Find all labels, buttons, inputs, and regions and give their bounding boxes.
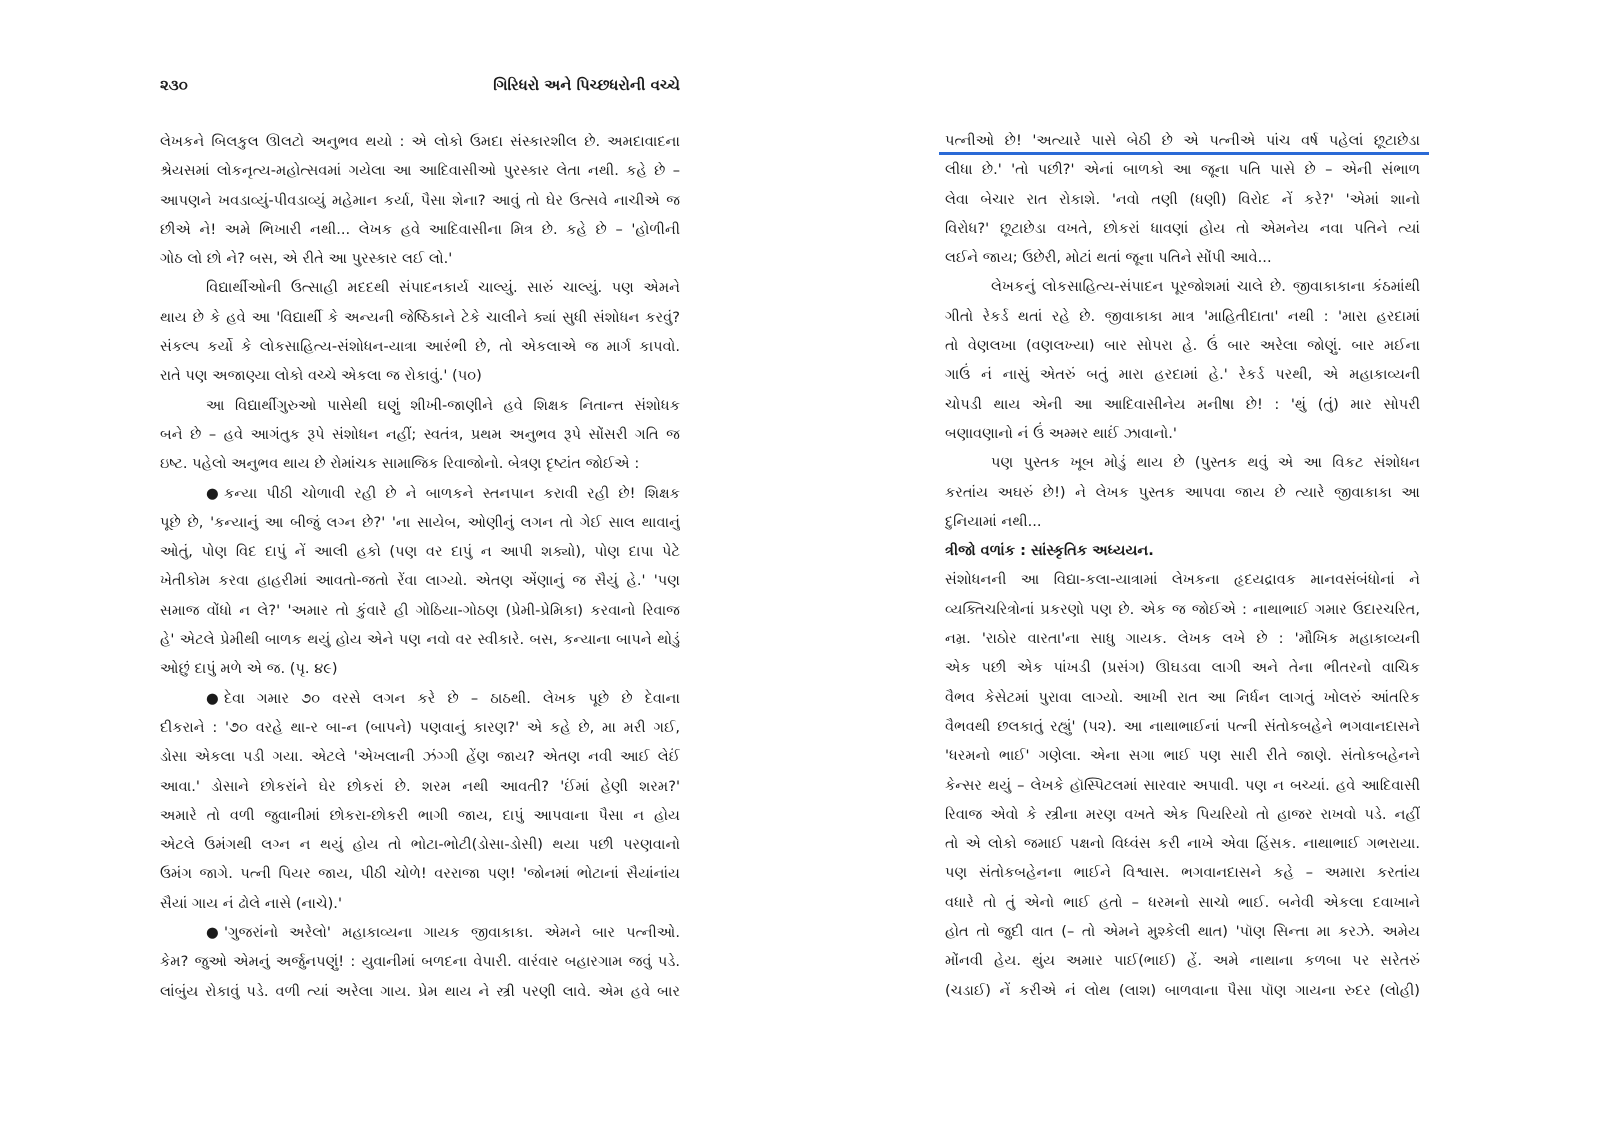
line-text: વધારે તો તું એનો ભાઈ હતો – ધરમનો સાચો ભાઈ. બનેવી એકલા દવાખાને <box>945 893 1420 911</box>
right-page <box>945 0 1420 1131</box>
line-text: વ્યક્તિચરિત્રોનાં પ્રકરણો પણ છે. એક જ જોઈએ : નાથાભાઈ ગમાર ઉદારચરિત, <box>945 600 1420 618</box>
text-line <box>160 859 680 888</box>
line-text: આ વિદ્યાર્થીગુરુઓ પાસેથી ઘણું શીખી-જાણીને હવે શિક્ષક નિતાન્ત સંશોધક <box>206 396 680 414</box>
text-line <box>160 947 680 976</box>
line-text: લેખકને બિલકુલ ઊલટો અનુભવ થયો : એ લોકો ઉમદા સંસ્કારશીલ છે. અમદાવાદના <box>160 133 680 150</box>
line-text: ગોઠ લો છો ને? બસ, એ રીતે આ પુરસ્કાર લઈ લો.' <box>160 250 453 268</box>
line-text: કરતાંય અઘરું છે!) ને લેખક પુસ્તક આપવા જાય છે ત્યારે જીવાકાકા આ <box>945 483 1420 501</box>
line-text: 'ગુજરાંનો અરેલો' મહાકાવ્યના ગાયક જીવાકાકા. એમને બાર પત્નીઓ. <box>224 924 680 942</box>
text-line <box>945 917 1420 946</box>
text-line <box>945 360 1420 389</box>
line-text: લેખકનું લોકસાહિત્ય-સંપાદન પૂરજોશમાં ચાલે છે. જીવાકાકાના કંઠમાંથી <box>991 278 1420 296</box>
left-page <box>160 0 680 1131</box>
line-text: વિરોધ?' છૂટાછેડા વખતે, છોકરાં ધાવણાં હોય તો એમનેય નવા પતિને ત્યાં <box>945 219 1420 237</box>
text-line <box>160 449 680 478</box>
text-line <box>945 302 1420 331</box>
text-line <box>160 889 680 918</box>
text-line <box>945 888 1420 917</box>
line-text: તો એ લોકો જમાઈ પક્ષનો વિધ્વંસ કરી નાખે એવા હિંસક. નાથાભાઈ ગભરાયા. <box>945 835 1420 853</box>
line-text: વૈભવ કેસેટમાં પુરાવા લાગ્યો. આખી રાત આ નિર્ધન લાગતું ખોલરું આંતરિક <box>945 688 1420 706</box>
text-line <box>160 596 680 625</box>
line-text: અમારે તો વળી જુવાનીમાં છોકરા-છોકરી ભાગી જાય, દાપું આપવાના પૈસા ન હોય <box>160 806 680 824</box>
text-line <box>945 595 1420 624</box>
line-text: કેમ? જુઓ એમનું અર્જુનપણું! : યુવાનીમાં બળદના વેપારી. વારંવાર બહારગામ જવું પડે. <box>160 953 680 971</box>
line-text: મોંનવી હેય. થુંય અમાર પાઈ(ભાઈ) હેં. અમે નાથાના કળબા પર સરેતરું <box>945 952 1420 970</box>
text-line <box>160 391 680 420</box>
page-header <box>160 76 680 102</box>
text-line <box>160 566 680 595</box>
text-line <box>160 801 680 830</box>
text-line <box>945 448 1420 477</box>
text-line <box>945 507 1420 536</box>
text-line <box>160 508 680 537</box>
text-line <box>945 419 1420 448</box>
line-text: રાતે પણ અજાણ્યા લોકો વચ્ચે એકલા જ રોકાવું.' (૫૦) <box>160 367 482 385</box>
text-line <box>945 976 1420 1005</box>
bullet-icon: ● <box>206 924 219 942</box>
text-line <box>945 185 1420 214</box>
line-text: સંશોધનની આ વિદ્યા-કલા-યાત્રામાં લેખકના હૃદયદ્રાવક માનવસંબંધોનાં ને <box>945 571 1420 589</box>
line-text: પૂછે છે, 'કન્યાનું આ બીજું લગ્ન છે?' 'ના સાયેબ, ઓણીનું લગન તો ગેઈ સાલ થાવાનું <box>160 513 680 531</box>
line-text: રિવાજ એવો કે સ્ત્રીના મરણ વખતે એક પિયરિયો તો હાજર રાખવો પડે. નહીં <box>945 805 1420 823</box>
text-line <box>160 273 680 302</box>
line-text: બને છે – હવે આગંતુક રૂપે સંશોધન નહીં; સ્વતંત્ર, પ્રથમ અનુભવ રૂપે સોંસરી ગતિ જ <box>160 425 680 443</box>
text-line <box>945 243 1420 272</box>
page-number: ૨૩૦ <box>160 76 188 94</box>
text-line <box>160 977 680 1006</box>
line-text: (ચડાઈ) નેં કરીએ નં લોથ (લાશ) બાળવાના પૈસા પૉણ ગાયના રુદર (લોહી) <box>945 981 1420 999</box>
text-line <box>945 272 1420 301</box>
line-text: ઇષ્ટ. પહેલો અનુભવ થાય છે રોમાંચક સામાજિક રિવાજોનો. બેત્રણ દૃષ્ટાંત જોઈએ : <box>160 455 640 473</box>
line-text: વિદ્યાર્થીઓની ઉત્સાહી મદદથી સંપાદનકાર્ય ચાલ્યું. સારું ચાલ્યું. પણ એમને <box>206 279 680 297</box>
text-line <box>160 830 680 859</box>
text-line <box>945 653 1420 682</box>
line-text: તો વેણલખા (વણલખ્યા) બાર સોપરા હે. ઉં બાર અરેલા જોણું. બાર મઈના <box>945 337 1420 355</box>
line-text: દેવા ગમાર ૭૦ વરસે લગન કરે છે – ઠાઠથી. લેખક પૂછે છે દેવાના <box>224 689 680 707</box>
line-text: ડોસા એકલા પડી ગયા. એટલે 'એખલાની ઝંગ્ગી હેંણ જાય? એતણ નવી આઈ લેઈં <box>160 748 680 766</box>
text-line <box>945 712 1420 741</box>
line-text: પત્નીઓ છે! 'અત્યારે પાસે બેઠી છે એ પત્નીએ પાંચ વર્ષ પહેલાં છૂટાછેડા <box>945 132 1420 149</box>
line-text: પણ સંતોકબહેનના ભાઈને વિશ્વાસ. ભગવાનદાસને કહે – અમારા કરતાંય <box>945 864 1420 882</box>
text-line <box>945 946 1420 975</box>
text-line <box>160 625 680 654</box>
line-text: ઓછું દાપું મળે એ જ. (પૃ. ૪૯) <box>160 660 338 678</box>
line-text: એક પછી એક પાંખડી (પ્રસંગ) ઊઘડવા લાગી અને તેના ભીતરનો વાચિક <box>945 659 1420 677</box>
line-text: લીધા છે.' 'તો પછી?' એનાં બાળકો આ જૂના પતિ પાસે છે – એની સંભાળ <box>945 161 1420 179</box>
text-line <box>160 156 680 185</box>
text-line <box>945 858 1420 887</box>
text-line <box>945 683 1420 712</box>
line-text: ગાઉં નં નાસું એતરું બતું મારા હરદામાં હે.' રેકર્ડ પરથી, એ મહાકાવ્યની <box>945 366 1420 384</box>
section-heading <box>945 536 1420 565</box>
text-line <box>160 244 680 273</box>
line-text: લાંબુંય રોકાવું પડે. વળી ત્યાં અરેલા ગાય. પ્રેમ થાય ને સ્ત્રી પરણી લાવે. એમ હવે બાર <box>160 982 680 1000</box>
bullet-icon: ● <box>206 484 219 502</box>
selection-underline <box>939 152 1429 155</box>
line-text: હોત તો જુદી વાત (– તો એમને મુશ્કેલી થાત) 'પૉણ સિન્તા મા કરઝે. અમેય <box>945 923 1420 941</box>
line-text: ખેતીકોમ કરવા હાહરીમાં આવતો-જતો રેંવા લાગ્યો. એતણ એંણાનું જ સૈયું હે.' 'પણ <box>160 572 680 590</box>
text-line <box>945 624 1420 653</box>
text-line <box>160 479 680 508</box>
text-line <box>160 186 680 215</box>
line-text: ઓતું, પોણ વિદ દાપું નેં આલી હકો (પણ વર દાપું ન આપી શક્યો), પોણ દાપા પેટે <box>160 543 680 561</box>
line-text: થાય છે કે હવે આ 'વિદ્યાર્થી કે અન્યની જેષ્ઠિકાને ટેકે ચાલીને ક્યાં સુધી સંશોધન કરવું? <box>160 308 680 326</box>
line-text: ગીતો રેકર્ડ થતાં રહે છે. જીવાકાકા માત્ર 'માહિતીદાતા' નથી : 'મારા હરદામાં <box>945 307 1420 325</box>
text-line <box>160 215 680 244</box>
bullet-icon: ● <box>206 689 219 707</box>
text-line <box>160 713 680 742</box>
line-text: દીકરાને : '૭૦ વરહે થા-ર બા-ન (બાપને) પણવાનું કારણ?' એ કહે છે, મા મરી ગઈ, <box>160 718 680 736</box>
text-line <box>945 829 1420 858</box>
text-line <box>160 332 680 361</box>
text-line <box>160 127 680 156</box>
line-text: દુનિયામાં નથી... <box>945 512 1042 530</box>
line-text: નમ્ર. 'રાઠોર વારતા'ના સાધુ ગાયક. લેખક લખે છે : 'મૌખિક મહાકાવ્યની <box>945 630 1420 648</box>
line-text: છીએ ને! અમે ભિખારી નથી... લેખક હવે આદિવાસીના મિત્ર છે. કહે છે – 'હોળીની <box>160 220 680 238</box>
line-text: લેવા બેચાર રાત રોકાશે. 'નવો તણી (ધણી) વિરોદ નેં કરે?' 'એમાં શાનો <box>945 190 1420 208</box>
line-text: કેન્સર થયું – લેખકે હૉસ્પિટલમાં સારવાર અપાવી. પણ ન બચ્યાં. હવે આદિવાસી <box>945 776 1420 794</box>
line-text: શ્રેયસમાં લોકનૃત્ય-મહોત્સવમાં ગયેલા આ આદિવાસીઓ પુરસ્કાર લેતા નથી. કહે છે – <box>160 162 680 180</box>
line-text: બણાવણાનો નં ઉં અમ્મર થાઈં ઝાવાનો.' <box>945 424 1177 442</box>
text-line <box>945 800 1420 829</box>
text-line <box>945 478 1420 507</box>
text-line <box>945 390 1420 419</box>
line-text: આવા.' ડોસાને છોકરાંને ઘેર છોકરાં છે. શરમ નથી આવતી? 'ઈંમાં હેણી શરમ?' <box>160 777 680 795</box>
left-page-body <box>160 127 680 1006</box>
line-text: સૈયાં ગાય નં ઢોલે નાસે (નાચે).' <box>160 894 342 912</box>
line-text: ઉમંગ જાગે. પત્ની પિયર જાય, પીઠી ચોળે! વરરાજા પણ! 'જોનમાં ભોટાનાં સૈયાંનાંય <box>160 865 680 883</box>
line-text: હે' એટલે પ્રેમીથી બાળક થયું હોય એને પણ નવો વર સ્વીકારે. બસ, કન્યાના બાપને થોડું <box>160 631 680 649</box>
text-line <box>160 918 680 947</box>
text-line <box>945 126 1420 155</box>
line-text: આપણને ખવડાવ્યું-પીવડાવ્યું મહેમાન કર્યા, પૈસા શેના? આવું તો ઘેર ઉત્સવે નાચીએ જ <box>160 191 680 209</box>
text-line <box>945 565 1420 594</box>
right-page-body <box>945 126 1420 1005</box>
text-line <box>945 741 1420 770</box>
text-line <box>160 772 680 801</box>
text-line <box>945 155 1420 184</box>
line-text: કન્યા પીઠી ચોળાવી રહી છે ને બાળકને સ્તનપાન કરાવી રહી છે! શિક્ષક <box>224 484 680 502</box>
line-text: વૈભવથી છલકાતું રહ્યું' (૫૨). આ નાથાભાઈનાં પત્ની સંતોકબહેને ભગવાનદાસને <box>945 717 1420 735</box>
text-line <box>160 361 680 390</box>
line-text: સંકલ્પ કર્યો કે લોકસાહિત્ય-સંશોધન-યાત્રા આરંભી છે, તો એકલાએ જ માર્ગ કાપવો. <box>160 338 680 356</box>
text-line <box>160 742 680 771</box>
running-head: ગિરિધરો અને પિચ્છધરોની વચ્ચે <box>493 76 680 94</box>
line-text: સમાજ વોંધો ન લે?' 'અમાર તો કુંવારે હી ગોઠિયા-ગોઠણ (પ્રેમી-પ્રેમિકા) કરવાનો રિવાજ <box>160 601 680 619</box>
text-line <box>160 420 680 449</box>
line-text: લઈને જાય; ઉછેરી, મોટાં થતાં જૂના પતિને સોંપી આવે... <box>945 249 1272 267</box>
line-text: ચોપડી થાય એની આ આદિવાસીનેય મનીષા છે! : 'થું (તું) માર સોપરી <box>945 395 1420 413</box>
text-line <box>160 684 680 713</box>
text-line <box>160 537 680 566</box>
line-text: પણ પુસ્તક ખૂબ મોડું થાય છે (પુસ્તક થવું એ આ વિકટ સંશોધન <box>991 454 1420 472</box>
text-line <box>160 654 680 683</box>
text-line <box>945 771 1420 800</box>
line-text: એટલે ઉમંગથી લગ્ન ન થયું હોય તો ભોટા-ભોટી(ડોસા-ડોસી) થયા પછી પરણવાનો <box>160 836 680 854</box>
text-line <box>160 303 680 332</box>
text-line <box>945 214 1420 243</box>
line-text: 'ધરમનો ભાઈ' ગણેલા. એના સગા ભાઈ પણ સારી રીતે જાણે. સંતોકબહેનને <box>945 747 1420 765</box>
text-line <box>945 331 1420 360</box>
line-text: ત્રીજો વળાંક : સાંસ્કૃતિક અધ્યયન. <box>945 542 1154 560</box>
